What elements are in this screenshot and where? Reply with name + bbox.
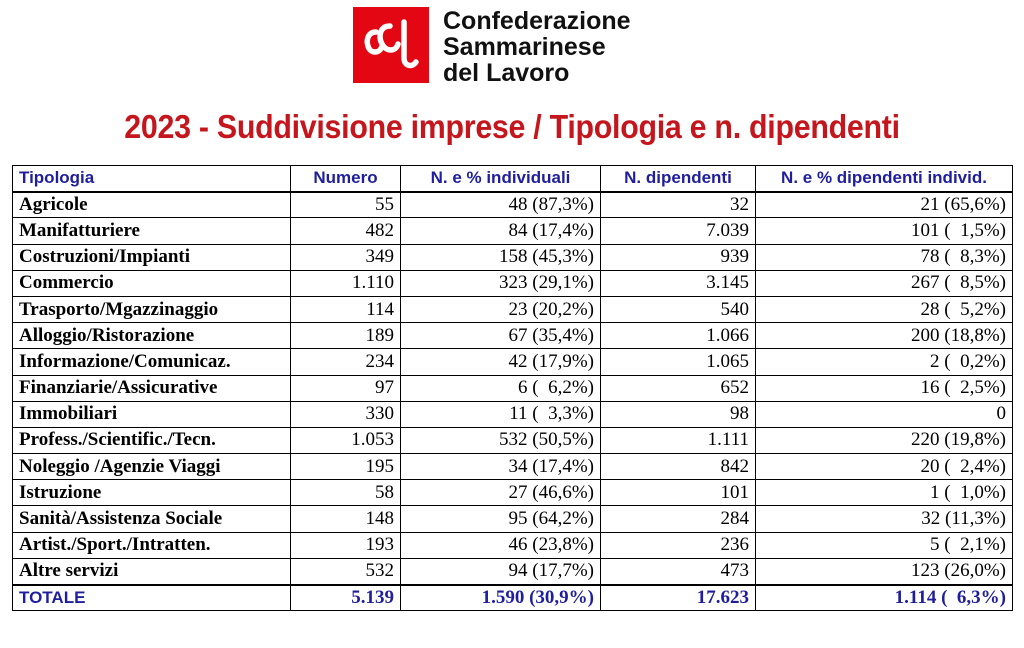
cell-dipendenti-individ: 5 ( 2,1%) [756,532,1013,558]
table-row [13,506,1013,532]
cell-numero: 55 [291,192,401,218]
table-row [13,296,1013,322]
cell-numero: 234 [291,349,401,375]
cell-total-dipendenti: 17.623 [601,585,756,611]
cell-tipologia: Commercio [13,270,291,296]
header-dipendenti-individ: N. e % dipendenti individ. [756,166,1013,192]
table-row [13,192,1013,218]
cell-individuali: 94 (17,7%) [401,558,601,584]
cell-numero: 189 [291,323,401,349]
table-row [13,270,1013,296]
cell-numero: 114 [291,296,401,322]
table-row [13,244,1013,270]
cell-numero: 1.110 [291,270,401,296]
table-row [13,401,1013,427]
table-row [13,349,1013,375]
cell-tipologia: Altre servizi [13,558,291,584]
org-name [443,8,631,86]
table-row [13,480,1013,506]
cell-tipologia: Trasporto/Mgazzinaggio [13,296,291,322]
cell-tipologia: Artist./Sport./Intratten. [13,532,291,558]
cell-tipologia: Costruzioni/Impianti [13,244,291,270]
cell-tipologia: Manifatturiere [13,218,291,244]
cell-dipendenti-individ: 32 (11,3%) [756,506,1013,532]
cell-dipendenti: 842 [601,454,756,480]
cell-individuali: 84 (17,4%) [401,218,601,244]
cell-dipendenti: 236 [601,532,756,558]
cell-numero: 195 [291,454,401,480]
header [353,7,631,86]
cell-total-numero: 5.139 [291,585,401,611]
cell-individuali: 67 (35,4%) [401,323,601,349]
cell-dipendenti: 540 [601,296,756,322]
cell-tipologia: Finanziarie/Assicurative [13,375,291,401]
cell-dipendenti: 284 [601,506,756,532]
cell-dipendenti: 101 [601,480,756,506]
cell-dipendenti-individ: 2 ( 0,2%) [756,349,1013,375]
cell-tipologia: Immobiliari [13,401,291,427]
enterprise-table [12,165,1013,611]
cell-tipologia: Agricole [13,192,291,218]
cell-numero: 193 [291,532,401,558]
cell-tipologia: Noleggio /Agenzie Viaggi [13,454,291,480]
cell-dipendenti: 473 [601,558,756,584]
org-name-line: Sammarinese [443,33,606,61]
cell-dipendenti: 7.039 [601,218,756,244]
header-dipendenti: N. dipendenti [601,166,756,192]
cell-tipologia: Profess./Scientific./Tecn. [13,427,291,453]
cell-dipendenti: 1.066 [601,323,756,349]
cell-dipendenti-individ: 20 ( 2,4%) [756,454,1013,480]
header-numero: Numero [291,166,401,192]
cell-dipendenti: 3.145 [601,270,756,296]
cell-dipendenti: 1.111 [601,427,756,453]
cell-numero: 97 [291,375,401,401]
table-row [13,375,1013,401]
cell-individuali: 27 (46,6%) [401,480,601,506]
cell-dipendenti-individ: 200 (18,8%) [756,323,1013,349]
cell-dipendenti-individ: 1 ( 1,0%) [756,480,1013,506]
csdl-logo [353,7,429,83]
cell-numero: 532 [291,558,401,584]
page-title: 2023 - Suddivisione imprese / Tipologia e n. dipendenti [124,108,900,145]
org-name-line: Confederazione [443,7,631,35]
cell-individuali: 42 (17,9%) [401,349,601,375]
cell-dipendenti-individ: 101 ( 1,5%) [756,218,1013,244]
table-header-row [13,166,1013,192]
cell-dipendenti-individ: 220 (19,8%) [756,427,1013,453]
cell-total-individuali: 1.590 (30,9%) [401,585,601,611]
cell-dipendenti: 98 [601,401,756,427]
cell-total-label: TOTALE [13,585,291,611]
cell-dipendenti-individ: 28 ( 5,2%) [756,296,1013,322]
cell-dipendenti: 652 [601,375,756,401]
cell-individuali: 532 (50,5%) [401,427,601,453]
header-individuali: N. e % individuali [401,166,601,192]
cell-numero: 330 [291,401,401,427]
cell-numero: 58 [291,480,401,506]
cell-dipendenti-individ: 0 [756,401,1013,427]
cell-individuali: 11 ( 3,3%) [401,401,601,427]
cell-numero: 1.053 [291,427,401,453]
cell-numero: 482 [291,218,401,244]
cell-individuali: 6 ( 6,2%) [401,375,601,401]
cell-individuali: 46 (23,8%) [401,532,601,558]
table-row [13,427,1013,453]
cell-dipendenti: 32 [601,192,756,218]
cell-dipendenti-individ: 21 (65,6%) [756,192,1013,218]
cell-total-dipendenti-individ: 1.114 ( 6,3%) [756,585,1013,611]
table-row [13,218,1013,244]
cell-dipendenti-individ: 78 ( 8,3%) [756,244,1013,270]
header-tipologia: Tipologia [13,166,291,192]
org-name-line: del Lavoro [443,59,570,87]
cell-individuali: 48 (87,3%) [401,192,601,218]
total-row [13,585,1013,611]
table-row [13,558,1013,584]
cell-dipendenti-individ: 123 (26,0%) [756,558,1013,584]
cell-tipologia: Istruzione [13,480,291,506]
table-row [13,532,1013,558]
table-row [13,454,1013,480]
cell-dipendenti-individ: 16 ( 2,5%) [756,375,1013,401]
csdl-logo-icon [360,14,422,76]
cell-numero: 148 [291,506,401,532]
cell-dipendenti: 939 [601,244,756,270]
cell-numero: 349 [291,244,401,270]
cell-tipologia: Sanità/Assistenza Sociale [13,506,291,532]
cell-individuali: 323 (29,1%) [401,270,601,296]
cell-tipologia: Alloggio/Ristorazione [13,323,291,349]
cell-dipendenti-individ: 267 ( 8,5%) [756,270,1013,296]
cell-individuali: 158 (45,3%) [401,244,601,270]
cell-individuali: 34 (17,4%) [401,454,601,480]
table-row [13,323,1013,349]
cell-tipologia: Informazione/Comunicaz. [13,349,291,375]
cell-individuali: 23 (20,2%) [401,296,601,322]
cell-individuali: 95 (64,2%) [401,506,601,532]
cell-dipendenti: 1.065 [601,349,756,375]
